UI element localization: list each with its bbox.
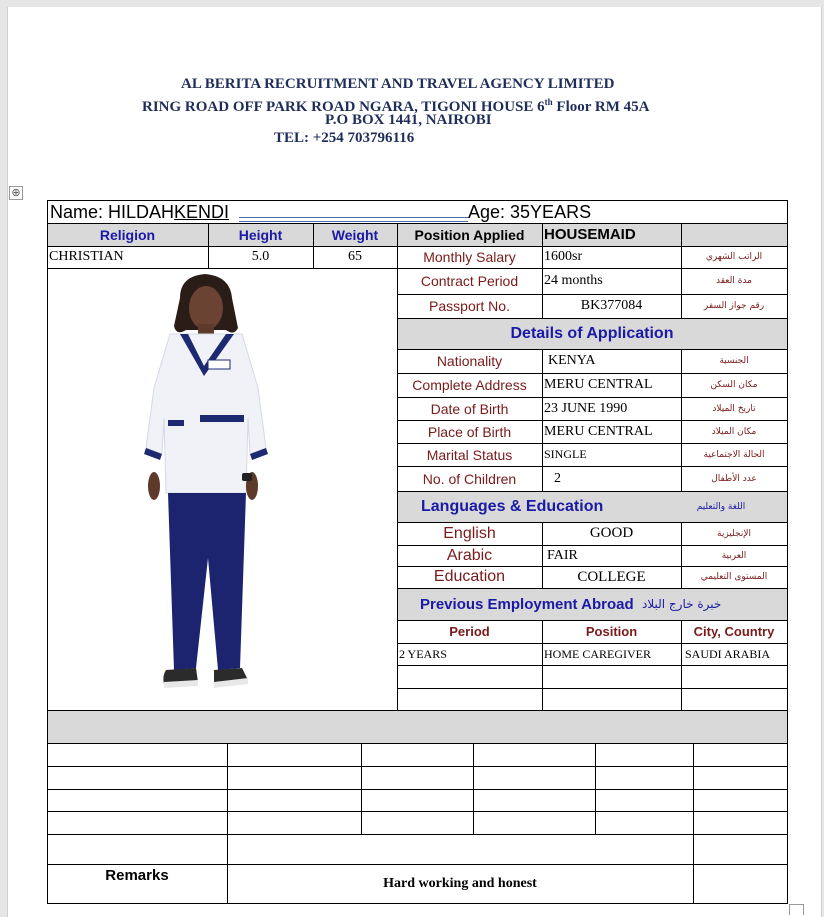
weight-value: 65 [348,249,362,264]
grid-line [313,223,314,269]
grid-line [47,811,788,812]
children-arabic: عدد الأطفال [711,473,757,484]
grid-line [681,349,682,492]
marital-status-value: SINGLE [544,447,587,461]
grid-line [397,443,788,444]
grid-line [542,522,543,589]
grid-line [397,522,788,523]
passport-label: Passport No. [429,298,510,314]
height-header: Height [238,226,283,243]
section-gray-band [47,710,787,743]
grid-line [397,665,788,666]
dob-value: 23 JUNE 1990 [544,400,628,416]
children-label: No. of Children [422,470,517,487]
contract-period-value: 24 months [544,273,603,288]
uniform-trousers [168,493,246,670]
employment-section-title-arabic: خبرة خارج البلاد [642,597,722,611]
name-underline [239,217,468,222]
grid-line [47,223,788,224]
employment-location-header: City, Country [693,624,775,639]
english-value: GOOD [589,525,634,541]
grid-line [397,545,788,546]
grid-line [542,620,543,711]
grid-line [595,743,596,835]
height-value: 5.0 [251,249,270,264]
company-name: AL BERITA RECRUITMENT AND TRAVEL AGENCY LIMITED [181,76,615,92]
employment-period-value: 2 YEARS [399,646,447,661]
passport-value: BK377084 [580,298,643,313]
marital-status-arabic: الحالة الاجتماعية [703,449,765,460]
grid-line [208,223,209,269]
languages-section-title-arabic: اللغة والتعليم [696,501,746,512]
grid-line [397,318,788,319]
grid-line [397,588,788,589]
grid-line [397,373,788,374]
grid-line [397,466,788,467]
pob-label: Place of Birth [427,423,512,440]
arabic-value: FAIR [547,547,578,563]
grid-line [397,294,788,295]
face [189,286,223,330]
position-applied-label: Position Applied [414,226,525,243]
grid-line [47,710,788,711]
employment-position-value: HOME CAREGIVER [544,646,651,661]
grid-line [542,223,543,319]
grid-line [681,223,682,319]
table-resize-handle[interactable] [789,904,804,915]
grid-line [47,743,788,744]
english-arabic: الإنجليزية [717,528,751,539]
grid-line [397,491,788,492]
remarks-label: Remarks [105,866,169,884]
nationality-label: Nationality [436,353,503,369]
pob-arabic: مكان الميلاد [711,426,757,437]
monthly-salary-label: Monthly Salary [423,249,516,265]
address-text: RING ROAD OFF PARK ROAD NGARA, TIGONI HOUSE 6 [142,99,545,115]
employment-section-title: Previous Employment Abroad [420,595,634,613]
table-move-handle-icon[interactable]: ⊕ [9,186,23,200]
nationality-arabic: الجنسية [719,356,749,366]
grid-line [47,864,788,865]
address-value: MERU CENTRAL [544,377,653,392]
marital-status-label: Marital Status [426,446,513,463]
grid-line [681,522,682,589]
grid-line [47,766,788,767]
grid-line [47,200,788,201]
dob-arabic: تاريخ الميلاد [712,403,756,414]
education-arabic: المستوى التعليمي [700,572,768,582]
grid-line [397,223,398,711]
grid-line [47,903,788,904]
address-text-end: Floor RM 45A [552,99,650,115]
monthly-salary-arabic: الراتب الشهري [705,252,763,262]
address-label: Complete Address [412,377,527,393]
contract-period-label: Contract Period [420,273,519,289]
position-applied-value: HOUSEMAID [544,226,636,243]
address-arabic: مكان السكن [710,380,758,390]
contract-period-arabic: مدة العقد [716,276,752,286]
religion-header: Religion [99,226,156,243]
employment-location-value: SAUDI ARABIA [685,646,771,661]
grid-line [681,620,682,711]
grid-line [47,246,788,247]
children-value: 2 [554,470,561,486]
education-label: Education [433,568,506,585]
dob-label: Date of Birth [430,400,509,417]
grid-line [397,643,788,644]
applicant-age: Age: 35YEARS [468,201,592,222]
pob-value: MERU CENTRAL [544,423,653,439]
company-tel: TEL: +254 703796116 [274,130,415,146]
passport-arabic: رقم جواز السفر [703,301,765,311]
name-label: Name: HILDAH [50,201,175,222]
grid-line [47,268,788,269]
employment-period-header: Period [449,624,490,639]
grid-line [397,420,788,421]
grid-line [693,743,694,904]
details-section-title: Details of Application [510,324,674,342]
religion-value: CHRISTIAN [49,249,124,264]
grid-line [397,566,788,567]
grid-line [473,743,474,835]
applicant-photo [130,268,290,708]
grid-line [47,834,788,835]
grid-line [397,688,788,689]
monthly-salary-value: 1600sr [544,249,583,264]
grid-line [47,789,788,790]
arabic-arabic: العربية [721,550,747,561]
weight-header: Weight [331,226,379,243]
employment-position-header: Position [585,624,638,639]
arabic-label: Arabic [446,546,493,564]
grid-line [542,349,543,492]
company-pobox: P.O BOX 1441, NAIROBI [325,112,492,128]
nationality-value: KENYA [548,353,596,368]
grid-line [397,620,788,621]
grid-line [397,349,788,350]
grid-line [47,200,48,904]
grid-line [397,397,788,398]
languages-section-title: Languages & Education [421,497,604,515]
education-value: COLLEGE [577,568,646,585]
grid-line [787,200,788,904]
remarks-value: Hard working and honest [383,876,537,891]
grid-line [227,743,228,904]
address-sup: th [544,97,553,107]
name-last: KENDI [174,201,230,222]
uniform-top [146,334,266,493]
english-label: English [443,524,496,542]
grid-line [361,743,362,835]
